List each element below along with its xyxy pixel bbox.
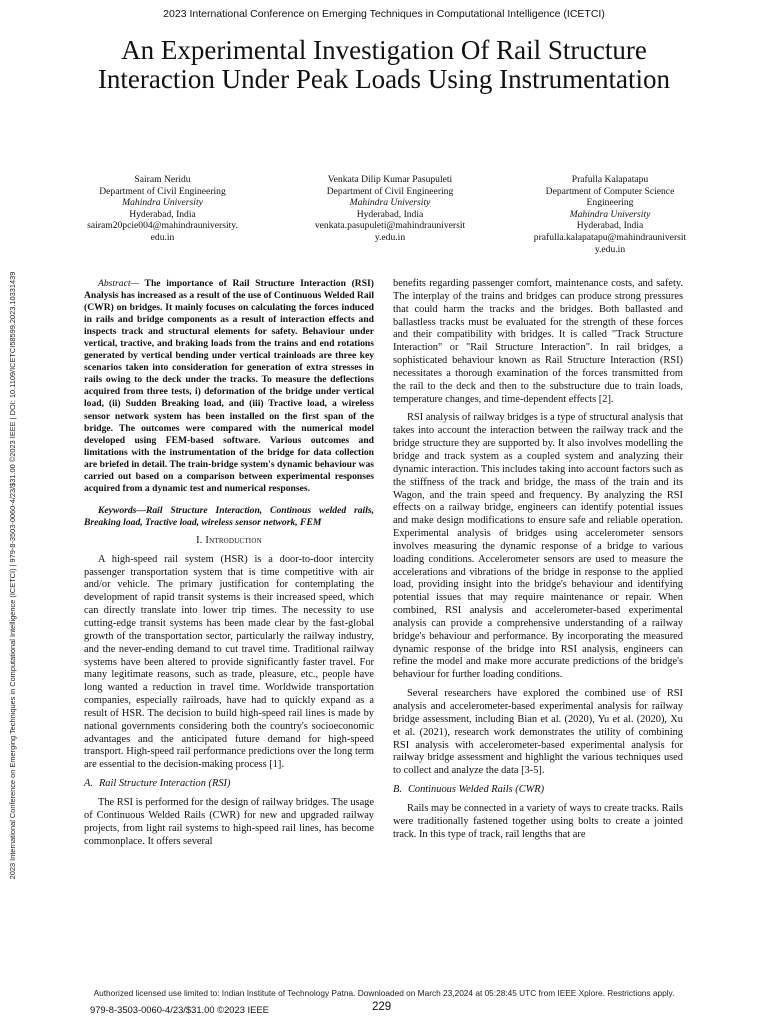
author-email[interactable]: prafulla.kalapatapu@mahindrauniversit (533, 231, 687, 243)
body-paragraph-1: benefits regarding passenger comfort, maintenance costs, and safety. The interplay of the trains and bridges can produce strong pressures that could harm the tracks and the bridges. Both ballasted and ballastless tracks must be evaluated for the strength of these forces and their compatibility with bridges. It is called "Track Structure Interaction" or "Rail Structure Interaction". In rail bridges, a sophisticated behaviour known as Rail Structure Interaction (RSI) necessitates a thorough examination of the forces transmitted from the rail to the deck and then to the substructure due to train loads, temperature changes, and time-dependent effects [2]. (393, 278, 683, 405)
body-paragraph-2: RSI analysis of railway bridges is a type of structural analysis that takes into account the interaction between the railway track and the bridge structure they are supported by. It also involves modelling the bridge and track system as a coupled system and analyzing their dynamic interaction. This includes taking into account factors such as the stiffness of the track and bridge, the mass of the train and its Wagon, and the train speed and frequency. By analyzing the RSI effects on a railway bridge, engineers can identify potential issues and make design modifications to ensure safe and reliable operation. Experimental analysis of bridges using accelerometer sensors involves measuring the dynamic response of a bridge to various loading conditions. Accelerometer sensors are used to measure the accelerations and vibrations of the bridge in response to the applied load, providing insight into the bridge's behaviour and identifying potential issues that may require maintenance or repair. When combined, RSI analysis and accelerometer-based experimental analysis can provide a comprehensive understanding of a railway bridge's behaviour and performance. By incorporating the measured dynamic response of the bridge into RSI analysis, engineers can refine the model and make more accurate predictions of the bridge's behaviour for further loading conditions. (393, 412, 683, 681)
section-heading-introduction (84, 535, 374, 548)
subsection-heading-cwr (393, 784, 683, 797)
license-footer: Authorized licensed use limited to: Indian Institute of Technology Patna. Downloaded on March 23,2024 at 05:28:45 UTC from IEEE Xplore. Restrictions apply. (93, 988, 675, 998)
abstract-lead: Abstract— (98, 278, 140, 289)
author-2 (290, 174, 490, 244)
keywords-lead: Keywords— (98, 504, 146, 516)
conference-header: 2023 International Conference on Emerging Techniques in Computational Intelligence (ICETCI) (163, 8, 605, 20)
author-name: Prafulla Kalapatapu (571, 174, 649, 185)
subsection-number: B. (393, 784, 402, 796)
subsection-title: Continuous Welded Rails (CWR) (407, 784, 545, 796)
keywords-text: Rail Structure Interaction, Continous welded rails, Breaking load, Tractive load, wireless sensor network, FEM (84, 504, 374, 528)
page-number: 229 (372, 1001, 392, 1013)
author-affiliation: Mahindra University (349, 197, 431, 209)
abstract (84, 278, 374, 495)
doi-sidebar (6, 168, 20, 983)
subsection-heading-rsi (84, 778, 374, 791)
author-name: Venkata Dilip Kumar Pasupuleti (327, 174, 453, 185)
author-affiliation: Mahindra University (569, 208, 651, 220)
author-email-cont[interactable]: y.edu.in (594, 243, 626, 255)
left-column (84, 278, 374, 854)
author-dept: Department of Civil Engineering (326, 185, 454, 197)
paper-title: An Experimental Investigation Of Rail Structure Interaction Under Peak Loads Using Instrumentation (97, 35, 671, 94)
author-email[interactable]: venkata.pasupuleti@mahindrauniversit (314, 220, 466, 232)
author-name: Sairam Neridu (134, 174, 191, 185)
keywords (84, 505, 374, 529)
author-block (70, 174, 710, 264)
body-paragraph-4: Rails may be connected in a variety of ways to create tracks. Rails were traditionally fastened together using bolts to create a jointed track. In this type of track, rail lengths that are (393, 802, 683, 840)
doi-sidebar-text: 2023 International Conference on Emerging Techniques in Computational Intelligence (ICETCI) | 979-8-3503-0060-4/23/$31.00 ©2023 IEEE | DOI: 10.1109/ICETCI58599.2023.10331439 (8, 271, 17, 880)
author-email[interactable]: sairam20pcie004@mahindrauniversity. (87, 220, 238, 232)
author-location: Hyderabad, India (576, 220, 644, 232)
author-email-cont[interactable]: edu.in (150, 231, 175, 243)
author-location: Hyderabad, India (356, 208, 424, 220)
author-dept: Department of Civil Engineering (99, 185, 226, 197)
author-3 (510, 174, 710, 255)
subsection-number: A. (84, 778, 93, 790)
right-column (393, 278, 683, 847)
subsection-title: Rail Structure Interaction (RSI) (98, 778, 231, 790)
section-number: I. (196, 534, 203, 546)
author-location: Hyderabad, India (129, 208, 196, 220)
author-affiliation: Mahindra University (122, 197, 203, 209)
isbn-line: 979-8-3503-0060-4/23/$31.00 ©2023 IEEE (90, 1004, 269, 1015)
rsi-paragraph: The RSI is performed for the design of railway bridges. The usage of Continuous Welded Rails (CWR) for new and upgraded railway projects, from light rail systems to high-speed rail lines, has become commonplace. It offers several (84, 796, 374, 847)
section-title: Introduction (205, 534, 262, 546)
abstract-text: The importance of Rail Structure Interaction (RSI) Analysis has increased as a result of the use of Continuous Welded Rail (CWR) on bridges. It mainly focuses on calculating the forces induced in rails and bridge components as a result of interaction effects and inspects track and structural elements for safety. Behaviour under vertical, tractive, and braking loads from the trains and end rotations generated by vertical bending under vertical trainloads are three key scenarios taken into consideration for generation of extra stresses in rails owing to the deck under the tracks. To measure the deflections acquired from three tests, i) deformation of the bridge under vertical load, (ii) Sudden Breaking load, and (iii) Tractive load, a wireless sensor network system has been installed on the first span of the bridge. The outcomes were compared with the numerical model developed using FEM-based software. Various outcomes and limitations with the instrumentation of the bridge for data collection are briefed in detail. The train-bridge system's dynamic behaviour was carried out based on a comparison between experimental responses acquired from a dynamic test and numerical responses. (84, 278, 374, 494)
author-dept: Department of Computer Science (545, 185, 675, 197)
author-dept-cont: Engineering (586, 197, 634, 209)
intro-paragraph: A high-speed rail system (HSR) is a door-to-door intercity passenger transportation system that is time competitive with air and/or vehicle. The primary justification for contemplating the development of rapid transit systems is their increased speed, which can directly translate into lower trip times. The necessity to use cutting-edge transit systems has been made clear by the fast-global growth of the transportation sector, particularly the railway industry, and the never-ending demand to cut travel time. Traditional railway systems have been altered to provide significantly faster travel. For many legitimate reasons, such as trade, pleasure, etc., people have long wanted a reduction in travel time. Worldwide transportation companies, especially railroads, have had to quickly expand as a result of HSR. The decision to build high-speed rail lines is made by national governments considering both the country's socioeconomic advantages and the anticipated future demand for high-speed transport. High-speed rail performance predictions over the long term are essential to the decision-making process [1]. (84, 553, 374, 771)
body-paragraph-3: Several researchers have explored the combined use of RSI analysis and accelerometer-based experimental analysis for railway bridge assessment, including Bian et al. (2020), Yu et al. (2020), Xu et al. (2021), research work demonstrates the utility of combining RSI analysis with accelerometer-based experimental analysis for railway bridge assessment and highlight the various techniques used to collect and analyze the data [3-5]. (393, 688, 683, 777)
author-email-cont[interactable]: y.edu.in (374, 231, 406, 243)
author-1 (70, 174, 255, 244)
